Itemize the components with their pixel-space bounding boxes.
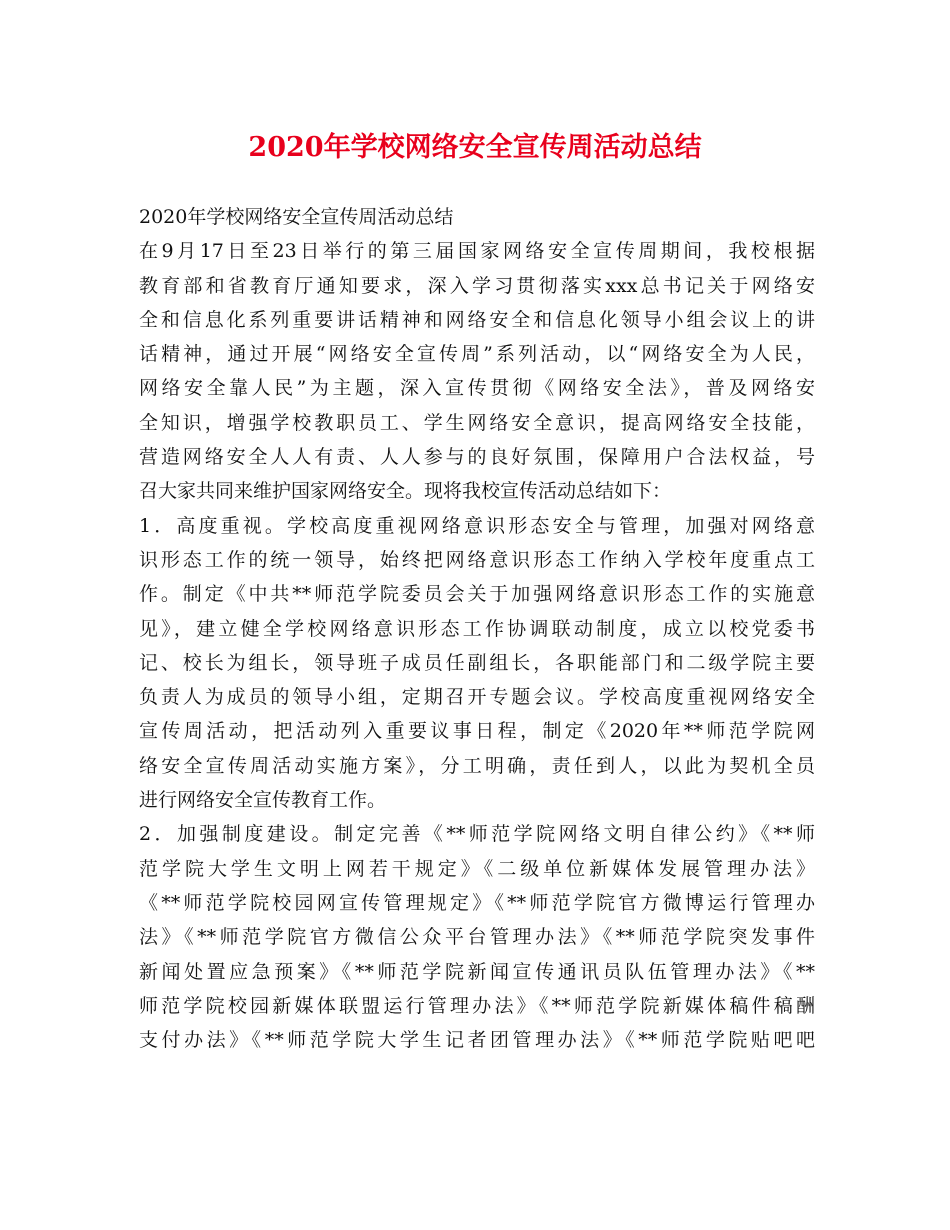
- body-line: 范学院大学生文明上网若干规定》《二级单位新媒体发展管理办法》: [139, 857, 815, 880]
- body-line: 宣传周活动，把活动列入重要议事日程，制定《2020年**师范学院网: [139, 720, 815, 743]
- body-line: 召大家共同来维护国家网络安全。现将我校宣传活动总结如下：: [139, 480, 672, 503]
- body-line: 营造网络安全人人有责、人人参与的良好氛围，保障用户合法权益，号: [139, 446, 815, 469]
- body-line: 负责人为成员的领导小组，定期召开专题会议。学校高度重视网络安全: [139, 686, 815, 709]
- body-line: 《**师范学院校园网宣传管理规定》《**师范学院官方微博运行管理办: [139, 891, 815, 914]
- body-line: 作。制定《中共**师范学院委员会关于加强网络意识形态工作的实施意: [139, 583, 815, 606]
- body-line: 教育部和省教育厅通知要求，深入学习贯彻落实xxx总书记关于网络安: [139, 274, 815, 297]
- body-line: 新闻处置应急预案》《**师范学院新闻宣传通讯员队伍管理办法》《**: [139, 960, 815, 983]
- body-line: 支付办法》《**师范学院大学生记者团管理办法》《**师范学院贴吧吧: [139, 1029, 815, 1052]
- body-line: 见》，建立健全学校网络意识形态工作协调联动制度，成立以校党委书: [139, 617, 815, 640]
- body-line: 1．高度重视。学校高度重视网络意识形态安全与管理，加强对网络意: [139, 514, 815, 537]
- body-line: 师范学院校园新媒体联盟运行管理办法》《**师范学院新媒体稿件稿酬: [139, 994, 815, 1017]
- body-line: 2020年学校网络安全宣传周活动总结: [139, 206, 454, 228]
- body-line: 在9月17日至23日举行的第三届国家网络安全宣传周期间，我校根据: [139, 240, 815, 263]
- body-line: 话精神，通过开展“网络安全宣传周”系列活动，以“网络安全为人民，: [139, 343, 815, 366]
- body-line: 法》《**师范学院官方微信公众平台管理办法》《**师范学院突发事件: [139, 926, 815, 949]
- document-title: 2020年学校网络安全宣传周活动总结: [248, 132, 702, 163]
- body-line: 全和信息化系列重要讲话精神和网络安全和信息化领导小组会议上的讲: [139, 308, 815, 331]
- document-body: [139, 200, 815, 1057]
- body-line: 网络安全靠人民”为主题，深入宣传贯彻《网络安全法》，普及网络安: [139, 377, 815, 400]
- body-line: 络安全宣传周活动实施方案》，分工明确，责任到人，以此为契机全员: [139, 754, 815, 777]
- body-line: 进行网络安全宣传教育工作。: [139, 789, 387, 812]
- body-line: 全知识，增强学校教职员工、学生网络安全意识，提高网络安全技能，: [139, 411, 815, 434]
- body-line: 记、校长为组长，领导班子成员任副组长，各职能部门和二级学院主要: [139, 651, 815, 674]
- body-line: 2．加强制度建设。制定完善《**师范学院网络文明自律公约》《**师: [139, 823, 815, 846]
- body-line: 识形态工作的统一领导，始终把网络意识形态工作纳入学校年度重点工: [139, 548, 815, 571]
